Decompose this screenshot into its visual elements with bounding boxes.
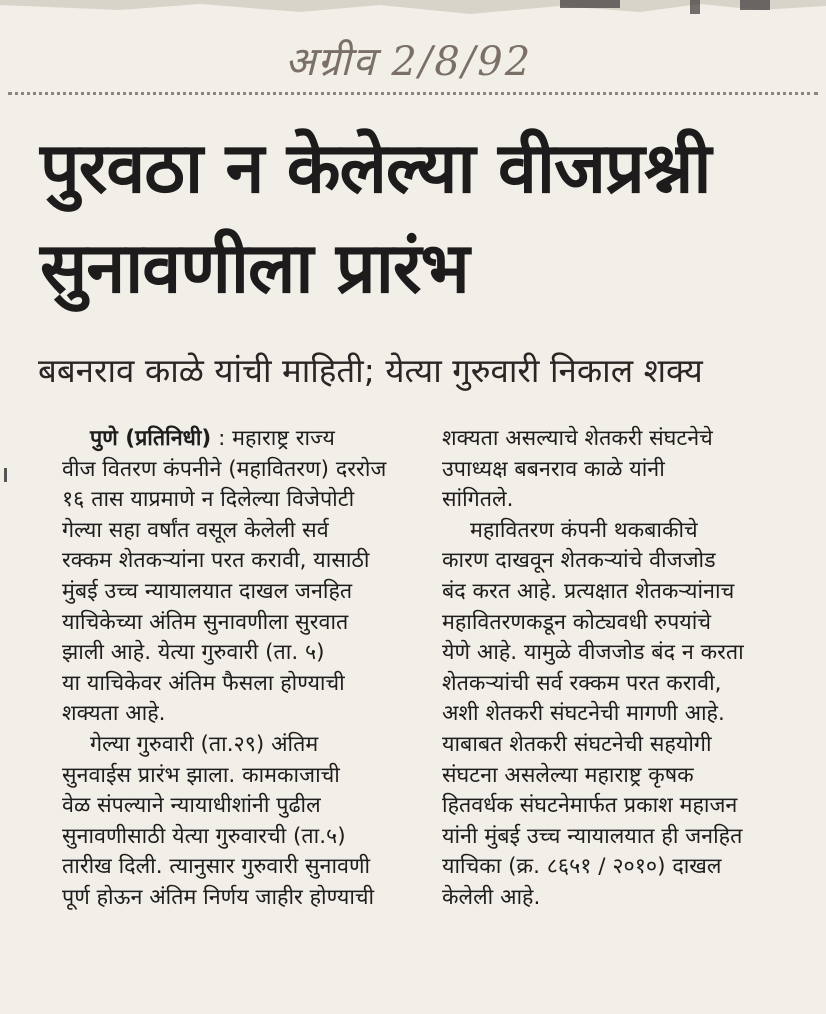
body-line: वीज वितरण कंपनीने (महावितरण) दररोज [62,456,387,482]
body-line: शेतकऱ्यांची सर्व रक्कम परत करावी, [442,670,722,696]
headline-line-2: सुनावणीला प्रारंभ [40,227,469,309]
torn-top-edge [0,0,826,22]
body-line: वेळ संपल्याने न्यायाधीशांनी पुढील [62,793,321,819]
body-line: बंद करत आहे. प्रत्यक्षात शेतकऱ्यांनाच [442,578,735,604]
body-line: यांनी मुंबई उच्च न्यायालयात ही जनहित [442,823,743,849]
body-line: मुंबई उच्च न्यायालयात दाखल जनहित [62,578,353,604]
body-line: सांगितले. [442,487,514,513]
body-line: कारण दाखवून शेतकऱ्यांचे वीजजोड [442,548,716,574]
body-line: गेल्या सहा वर्षांत वसूल केलेली सर्व [62,517,329,543]
body-line: याचिकेच्या अंतिम सुनावणीला सुरवात [62,609,349,635]
body-line: येणे आहे. यामुळे वीजजोड बंद न करता [442,640,744,666]
body-line: १६ तास याप्रमाणे न दिलेल्या विजेपोटी [62,487,355,513]
body-line: हितवर्धक संघटनेमार्फत प्रकाश महाजन [442,793,738,819]
paragraph-2 [62,730,412,914]
paragraph-1 [62,424,412,730]
margin-mark [4,468,7,482]
paragraph-4 [442,516,802,914]
body-line: उपाध्यक्ष बबनराव काळे यांनी [442,456,665,482]
body-line: महावितरण कंपनी थकबाकीचे [470,517,698,543]
body-line: गेल्या गुरुवारी (ता.२९) अंतिम [90,731,319,757]
body-line: सुनवाईस प्रारंभ झाला. कामकाजाची [62,762,340,788]
paragraph-3 [442,424,802,516]
handwritten-date-note: अग्रीव 2/8/92 [285,39,533,85]
body-line: पूर्ण होऊन अंतिम निर्णय जाहीर होण्याची [62,884,375,910]
body-line: शक्यता असल्याचे शेतकरी संघटनेचे [442,426,713,451]
dateline: पुणे (प्रतिनिधी) [90,426,212,451]
headline-line-1: पुरवठा न केलेल्या वीजप्रश्नी [40,127,711,209]
body-line: रक्कम शेतकऱ्यांना परत करावी, यासाठी [62,548,370,574]
article-column-right [442,424,802,914]
body-line: याबाबत शेतकरी संघटनेची सहयोगी [442,731,712,757]
subheadline: बबनराव काळे यांची माहिती; येत्या गुरुवारी निकाल शक्य [38,351,703,390]
dotted-divider [8,92,818,95]
body-line: याचिका (क्र. ८६५१ / २०१०) दाखल [442,854,722,880]
headline [40,118,816,318]
body-line: या याचिकेवर अंतिम फैसला होण्याची [62,670,345,696]
body-line: सुनावणीसाठी येत्या गुरुवारची (ता.५) [62,823,346,849]
body-line: पुणे (प्रतिनिधी) : महाराष्ट्र राज्य [90,426,335,451]
body-line: केलेली आहे. [442,884,541,910]
body-line: शक्यता आहे. [62,701,166,727]
body-line: तारीख दिली. त्यानुसार गुरुवारी सुनावणी [62,854,371,880]
body-line: झाली आहे. येत्या गुरुवारी (ता. ५) [62,640,325,666]
body-line: अशी शेतकरी संघटनेची मागणी आहे. [442,701,725,727]
body-line: संघटना असलेल्या महाराष्ट्र कृषक [442,762,694,788]
article-column-left [62,424,412,914]
body-line: महावितरणकडून कोट्यवधी रुपयांचे [442,609,711,635]
